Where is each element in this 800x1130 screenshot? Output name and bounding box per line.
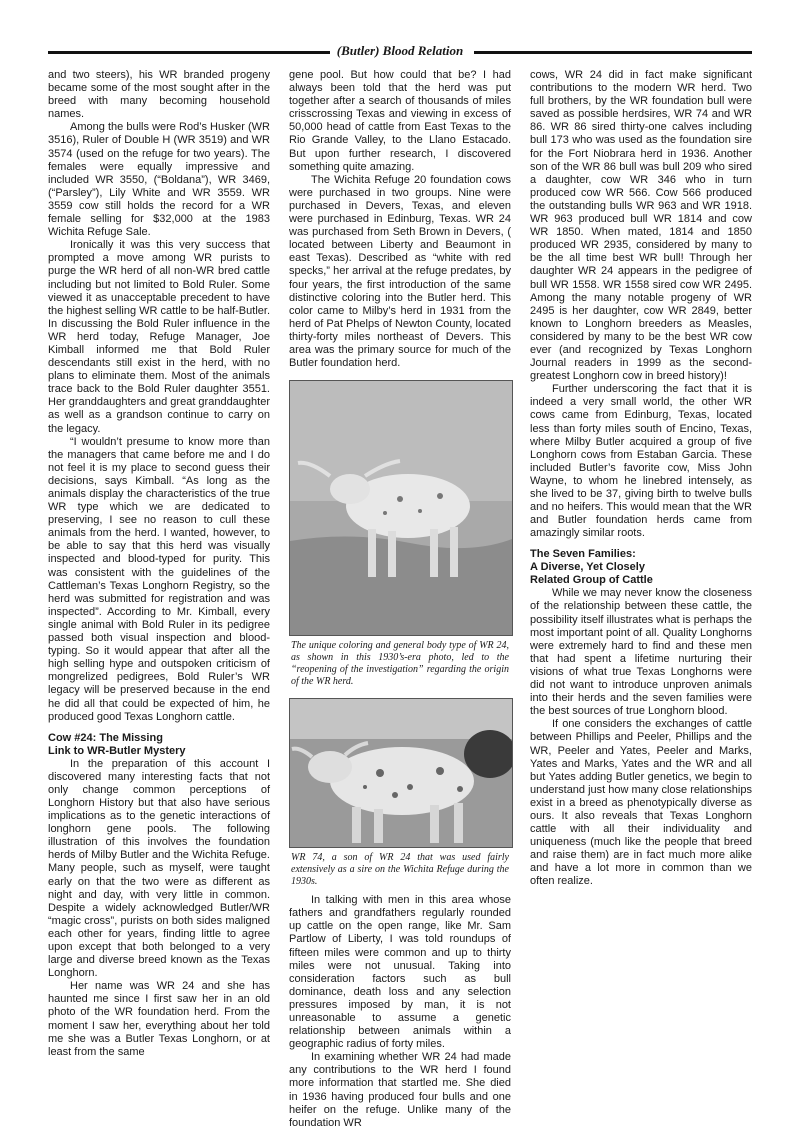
header-rule-right [474, 51, 752, 54]
paragraph: Ironically it was this very success that prompted a move among WR purists to purge the WR herd of all non-WR bred cattle including but not limited to Bold Ruler. Some viewed it as unacceptable precedent to have the highest selling WR cattle to be half-Butler. In discussing the Bold Ruler influence in the WR herd today, Refuge Manager, Joe Kimball informed me that Bold Ruler descendants still exist in the herd, with no plans to eliminate them. Most of the animals trace back to the Bold Ruler daughter 3551. Her granddaughters and great granddaughter as well as a grandson continue to carry on the legacy. [48, 239, 270, 435]
paragraph: and two steers), his WR branded progeny became some of the most sought after in the breed with many becoming household names. [48, 69, 270, 121]
paragraph: gene pool. But how could that be? I had always been told that the herd was put together after a search of thousands of miles crisscrossing Texas and viewing in excess of 50,000 head of cattle from East Texas to the Rio Grande Valley, to the Llano Estacado. But upon further research, I discovered something quite amazing. [289, 69, 511, 173]
header-title: (Butler) Blood Relation [336, 43, 464, 58]
paragraph: While we may never know the closeness of the relationship between these cattle, the possibility itself illustrates what is perhaps the most important point of all. Quality Longhorns were extremely hard to find and these men that had spent a lifetime nurturing their visions of what true Texas Longhorns were did not want to introduce unproven animals into their herds and the seven families were the best sources of true Longhorn blood. [530, 587, 752, 718]
paragraph: Her name was WR 24 and she has haunted me since I first saw her in an old photo of the WR foundation herd. From the moment I saw her, everything about her told me she was a Butler Texas Longhorn, or at least from the same [48, 980, 270, 1058]
photo-caption: WR 74, a son of WR 24 that was used fairly extensively as a sire on the Wichita Refuge during the 1930s. [291, 852, 509, 888]
paragraph: In examining whether WR 24 had made any contributions to the WR herd I found more information that startled me. She died in 1936 having produced four bulls and one heifer on the refuge. Unlike many of the foundation WR [289, 1051, 511, 1129]
paragraph: In talking with men in this area whose fathers and grandfathers regularly rounded up cattle on the open range, like Mr. Sam Partlow of Liberty, I was told roundups of fifteen miles were common and up to thirty miles were not unusual. Taking into consideration factors such as bull dominance, death loss and any selection pressures imposed by man, it is not unreasonable to assume a genetic relationship between animals within a geographic radius of forty miles. [289, 894, 511, 1051]
section-heading [48, 732, 270, 758]
column-2 [289, 69, 511, 1130]
paragraph: Among the bulls were Rod’s Husker (WR 3516), Ruler of Double H (WR 3519) and WR 3574 (used on the refuge for two years). The females were equally impressive and included WR 3550, (“Boldana”), WR 3469, (“Parsley”), Lily White and WR 3559. WR 3559 cow still holds the record for a WR female selling for $32,000 at the 1983 Wichita Refuge Sale. [48, 121, 270, 239]
section-heading-line: Link to WR-Butler Mystery [48, 744, 186, 757]
paragraph: Further underscoring the fact that it is indeed a very small world, the other WR cows came from Edinburg, Texas, located less than forty miles south of Encino, Texas, where Milby Butler acquired a group of five Longhorn cows from Estaban Garcia. These included Butler’s favorite cow, Miss John Wayne, to whom he linebred intensely, as she lived to be 37, giving birth to twelve bulls and no heifers. This would mean that the WR and Butler foundation herds came from amazingly similar roots. [530, 383, 752, 540]
page-header [48, 44, 752, 60]
section-heading-line: Cow #24: The Missing [48, 731, 163, 744]
section-heading [530, 548, 752, 587]
paragraph: The Wichita Refuge 20 foundation cows were purchased in two groups. Nine were purchased in Devers, Texas, and eleven were purchased in Edinburg, Texas. WR 24 was purchased from Seth Brown in Devers, ( located between Liberty and Beaumont in east Texas). Described as “white with red specks,” her arrival at the refuge predates, by four years, the first introduction of the same distinctive coloring into the Butler herd. This color came to Milby’s herd in 1931 from the herd of Pat Phelps of Newton County, located thirty-forty miles northeast of Devers. This area was the primary source for much of the Butler foundation herd. [289, 173, 511, 370]
section-heading-line: The Seven Families: [530, 548, 636, 561]
photo-caption: The unique coloring and general body type of WR 24, as shown in this 1930’s-era photo, led to the “reopening of the investigation” regarding the origin of the WR herd. [291, 640, 509, 688]
section-heading-line: A Diverse, Yet Closely [530, 561, 645, 574]
section-heading-line: Related Group of Cattle [530, 574, 653, 587]
paragraph: In the preparation of this account I discovered many interesting facts that not only change common perceptions of Longhorn History but that also have serious implications as to the genetic interactions of longhorn gene pools. The following illustration of this involves the foundation herds of Milby Butler and the Wichita Refuge. Many people, such as myself, were taught early on that the two were as different as night and day, with very little in common. Despite a widely acknowledged Butler/WR “magic cross”, purists on both sides maligned each other for years, finding little to agree upon except that both belonged to a very large and diverse breed known as the Texas Longhorn. [48, 757, 270, 980]
column-1 [48, 69, 270, 1059]
paragraph: cows, WR 24 did in fact make significant contributions to the modern WR herd. Two full brothers, by the WR foundation bull were saved as possible herdsires, WR 74 and WR 86. WR 86 sired thirty-one calves including bull 173 who was used as the foundation sire for the Fort Niobrara herd in 1936. Another son of the WR 86 bull was bull 209 who sired a daughter, cow WR 346 who in turn produced cow WR 566. Cow 566 produced the outstanding bulls WR 963 and WR 1918. WR 963 produced bull WR 1814 and cow WR 1850. When mated, 1814 and 1850 produced WR 2935, considered by many to be the all time best WR bull! Through her daughter WR 24 appears in the pedigree of bull WR 1558. WR 1558 sired cow WR 2495. Among the many notable progeny of WR 2495 is her daughter, cow WR 2849, better known to Longhorn breeders as Measles, considered by many to be the best WR cow ever (and recognized by Texas Longhorn Journal readers in 1999 as the second-greatest Longhorn cow in breed history)! [530, 69, 752, 383]
paragraph: If one considers the exchanges of cattle between Phillips and Peeler, Phillips and the WR, Peeler and Yates, Peeler and Marks, Yates and Marks, Yates and the WR and all but Yates adding Butler genetics, we begin to understand just how many close relationships exist in a breed as phenotypically diverse as ours. It also reveals that Texas Longhorn cattle with all their individuality and uniqueness (much like the people that breed and raise them) are in fact much more alike and have a lot more in common than we often realize. [530, 718, 752, 888]
bull-photo-wr74 [289, 698, 513, 848]
cow-photo-wr24 [289, 380, 513, 636]
paragraph: “I wouldn’t presume to know more than the managers that came before me and I do not feel it is my place to second guess their decisions, says Kimball. “As long as the animals display the characteristics of the true WR type which we are dedicated to preserving, I see no reason to cull these animals from the herd. I wanted, however, to be able to say that this herd was visually inspected and blood-typed for purity. This was consistent with the guidelines of the Cattleman’s Texas Longhorn Registry, so the herd was submitted for registration and was inspected”. According to Mr. Kimball, every single animal with Bold Ruler in its pedigree passed both visual inspection and blood-typing. So it would appear that after all the high selling hype and outspoken criticism of mongrelized pedigrees, Bold Ruler’s WR legacy will be preserved because in the end he did all that could be expected of him, he produced good Texas Longhorn cattle. [48, 435, 270, 723]
column-3 [530, 69, 752, 889]
